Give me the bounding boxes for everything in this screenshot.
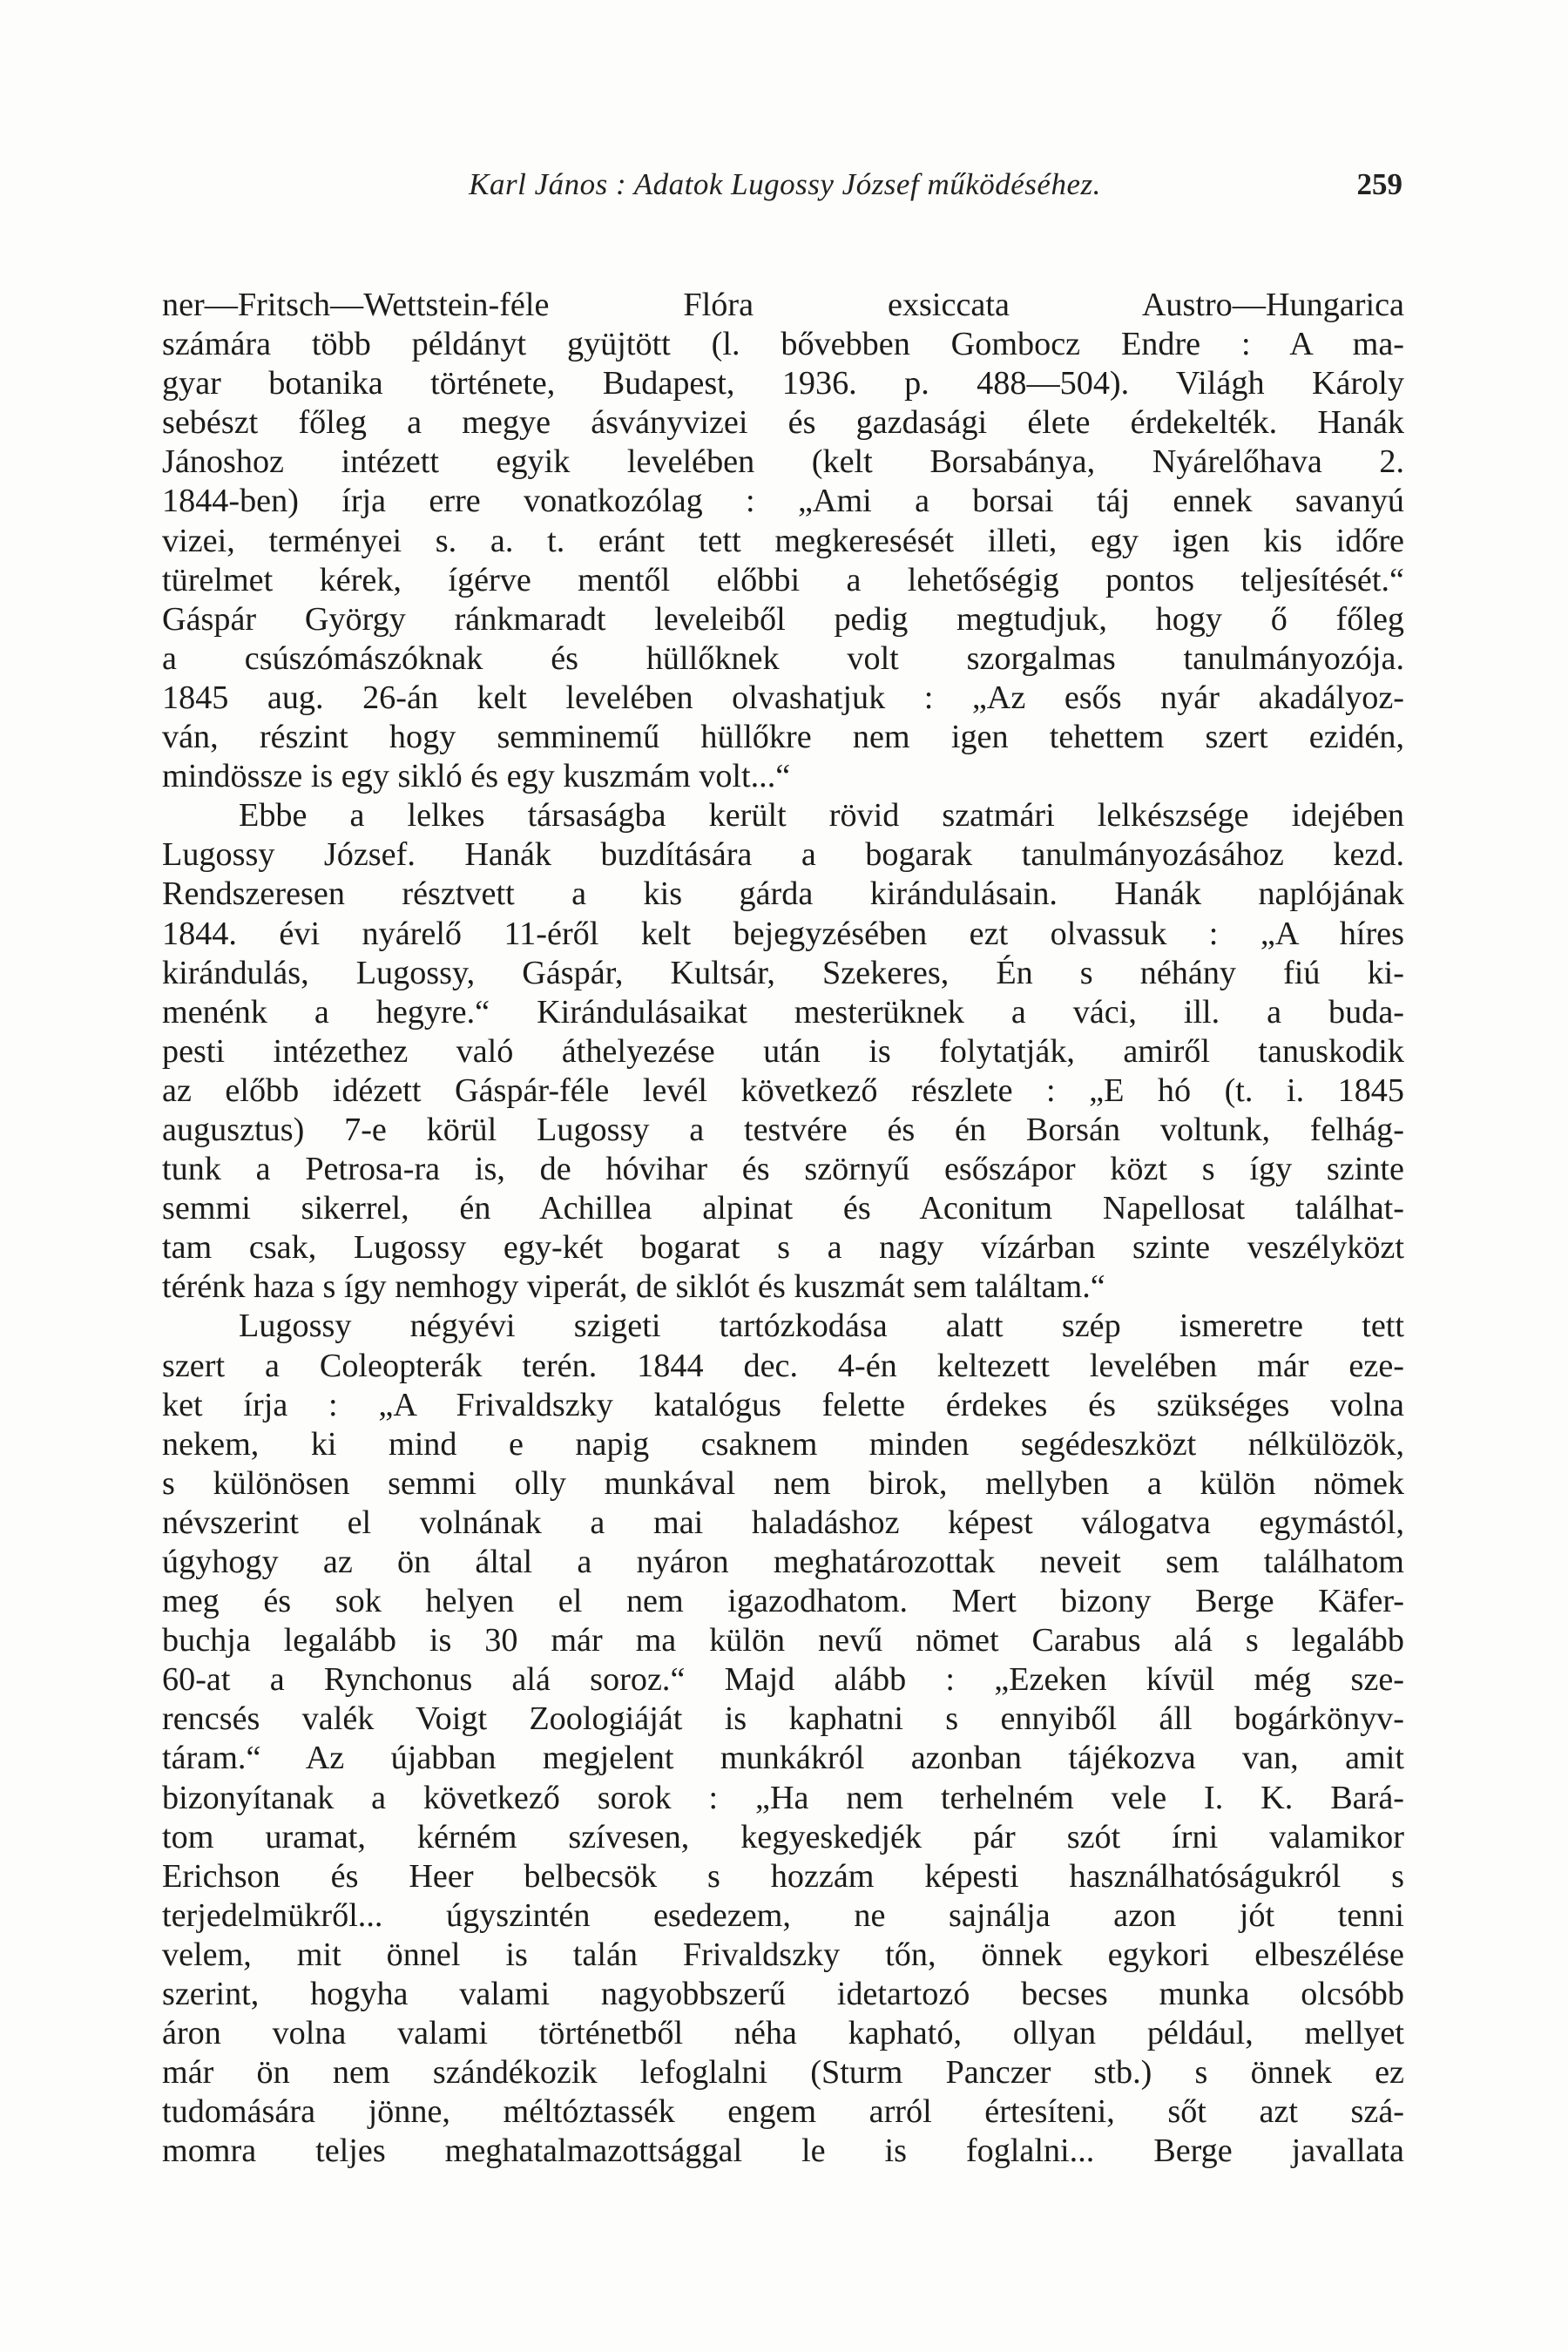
text-line: velem, mit önnel is talán Frivaldszky tőn, önnek egykori elbeszélése (162, 1936, 1404, 1973)
running-title: Karl János : Adatok Lugossy József működéséhez. (469, 167, 1101, 201)
text-line: tam csak, Lugossy egy-két bogarat s a nagy vízárban szinte veszélyközt (162, 1229, 1404, 1267)
text-line: bizonyítanak a következő sorok : „Ha nem terhelném vele I. K. Bará- (162, 1779, 1404, 1816)
text-line: meg és sok helyen el nem igazodhatom. Mert bizony Berge Käfer- (162, 1583, 1404, 1620)
text-line: számára több példányt gyüjtött (l. bővebben Gombocz Endre : A ma- (162, 326, 1404, 363)
text-line: s különösen semmi olly munkával nem birok, mellyben a külön nömek (162, 1464, 1404, 1502)
text-line: terjedelmükről... úgyszintén esedezem, ne sajnálja azon jót tenni (162, 1896, 1404, 1934)
text-line: türelmet kérek, ígérve mentől előbbi a lehetőségig pontos teljesítését.“ (162, 561, 1404, 598)
text-line: 1844-ben) írja erre vonatkozólag : „Ami a borsai táj ennek savanyú (162, 483, 1404, 520)
text-line: már ön nem szándékozik lefoglalni (Sturm Panczer stb.) s önnek ez (162, 2054, 1404, 2092)
text-line: sebészt főleg a megye ásványvizei és gazdasági élete érdekelték. Hanák (162, 404, 1404, 442)
text-line: 1845 aug. 26-án kelt levelében olvashatjuk : „Az esős nyár akadályoz- (162, 679, 1404, 716)
body-text (162, 286, 1404, 2172)
text-line: ván, részint hogy semminemű hüllőkre nem igen tehettem szert ezidén, (162, 719, 1404, 756)
text-line: menénk a hegyre.“ Kirándulásaikat mesterüknek a váci, ill. a buda- (162, 993, 1404, 1031)
text-line: augusztus) 7-e körül Lugossy a testvére és én Borsán voltunk, felhág- (162, 1111, 1404, 1148)
text-line: tudomására jönne, méltóztassék engem arról értesíteni, sőt azt szá- (162, 2093, 1404, 2131)
page-number: 259 (1356, 167, 1402, 201)
running-header (167, 167, 1402, 211)
text-line: Erichson és Heer belbecsök s hozzám képesti használhatóságukról s (162, 1857, 1404, 1895)
text-line: nekem, ki mind e napig csaknem minden segédeszközt nélkülözök, (162, 1425, 1404, 1463)
text-line: pesti intézethez való áthelyezése után is folytatják, amiről tanuskodik (162, 1032, 1404, 1070)
text-line: névszerint el volnának a mai haladáshoz képest válogatva egymástól, (162, 1504, 1404, 1541)
text-line: tom uramat, kérném szívesen, kegyeskedjék pár szót írni valamikor (162, 1818, 1404, 1855)
text-line: az előbb idézett Gáspár-féle levél következő részlete : „E hó (t. i. 1845 (162, 1071, 1404, 1109)
text-line: gyar botanika története, Budapest, 1936. p. 488—504). Világh Károly (162, 365, 1404, 402)
text-line: Ebbe a lelkes társaságba került rövid szatmári lelkészsége idejében (239, 797, 1404, 835)
text-line: térénk haza s így nemhogy viperát, de siklót és kuszmát sem találtam.“ (162, 1268, 1105, 1306)
text-line: szert a Coleopterák terén. 1844 dec. 4-én keltezett levelében már eze- (162, 1347, 1404, 1384)
text-line: Jánoshoz intézett egyik levelében (kelt Borsabánya, Nyárelőhava 2. (162, 443, 1404, 481)
text-line: rencsés valék Voigt Zoologiáját is kaphatni s ennyiből áll bogárkönyv- (162, 1700, 1404, 1738)
text-line: mindössze is egy sikló és egy kuszmám volt...“ (162, 758, 791, 795)
text-line: vizei, terményei s. a. t. eránt tett megkeresését illeti, egy igen kis időre (162, 522, 1404, 559)
text-line: tunk a Petrosa-ra is, de hóvihar és szörnyű esőszápor közt s így szinte (162, 1151, 1404, 1188)
text-line: szerint, hogyha valami nagyobbszerű idetartozó becses munka olcsóbb (162, 1976, 1404, 2013)
text-line: 1844. évi nyárelő 11-éről kelt bejegyzésében ezt olvassuk : „A híres (162, 915, 1404, 952)
text-line: kirándulás, Lugossy, Gáspár, Kultsár, Szekeres, Én s néhány fiú ki- (162, 954, 1404, 991)
text-line: 60-at a Rynchonus alá soroz.“ Majd alább : „Ezeken kívül még sze- (162, 1661, 1404, 1699)
text-line: Lugossy négyévi szigeti tartózkodása alatt szép ismeretre tett (239, 1308, 1404, 1345)
text-line: táram.“ Az újabban megjelent munkákról azonban tájékozva van, amit (162, 1740, 1404, 1777)
text-line: ket írja : „A Frivaldszky katalógus felette érdekes és szükséges volna (162, 1386, 1404, 1423)
text-line: ner—Fritsch—Wettstein-féle Flóra exsiccata Austro—Hungarica (162, 287, 1404, 323)
text-line: a csúszómászóknak és hüllőknek volt szorgalmas tanulmányozója. (162, 639, 1404, 677)
text-line: semmi sikerrel, én Achillea alpinat és Aconitum Napellosat találhat- (162, 1190, 1404, 1227)
text-line: momra teljes meghatalmazottsággal le is foglalni... Berge javallata (162, 2132, 1404, 2170)
text-line: úgyhogy az ön által a nyáron meghatározottak neveit sem találhatom (162, 1544, 1404, 1580)
text-line: Lugossy József. Hanák buzdítására a bogarak tanulmányozásához kezd. (162, 836, 1404, 874)
text-line: Gáspár György ránkmaradt leveleiből pedig megtudjuk, hogy ő főleg (162, 600, 1404, 638)
text-line: Rendszeresen résztvett a kis gárda kirándulásain. Hanák naplójának (162, 875, 1404, 913)
text-line: buchja legalább is 30 már ma külön nevű nömet Carabus alá s legalább (162, 1622, 1404, 1659)
text-line: áron volna valami történetből néha kapható, ollyan például, mellyet (162, 2015, 1404, 2052)
